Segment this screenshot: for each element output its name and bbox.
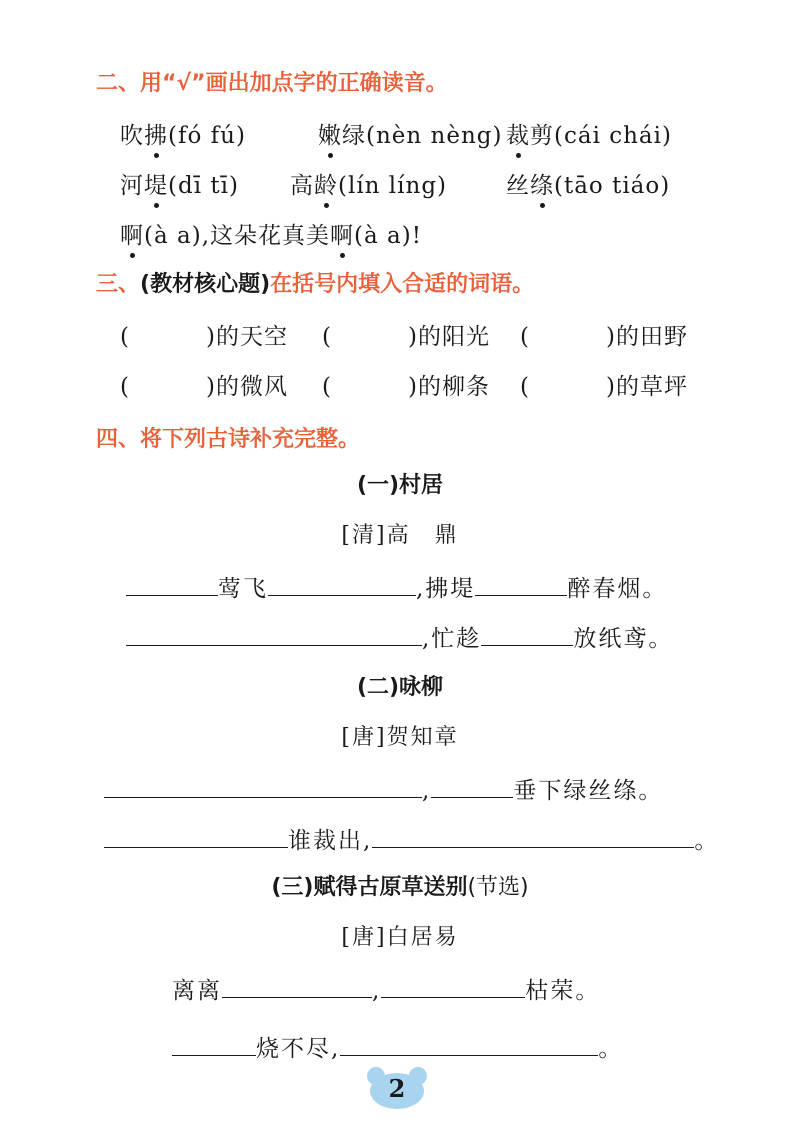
fill-item: ( )的阳光 (322, 324, 490, 350)
pinyin-item: 吹拂(fó fú) (120, 117, 246, 150)
section-3-title: 三、(教材核心题)在括号内填入合适的词语。 (96, 272, 535, 297)
section-2-title: 二、用“√”画出加点字的正确读音。 (96, 71, 448, 96)
fill-item: ( )的微风 (120, 374, 288, 400)
poem-1-author: [清]高 鼎 (341, 523, 459, 548)
fill-item: ( )的柳条 (322, 374, 490, 400)
page-number-badge (362, 1064, 432, 1110)
fill-item: ( )的田野 (520, 324, 688, 350)
pinyin-item: 裁剪(cái chái) (506, 117, 672, 150)
poem-2-author: [唐]贺知章 (341, 725, 459, 750)
poem-3-line-1: 离离 , 枯荣。 (172, 972, 600, 1005)
poem-1-title: (一)村居 (356, 473, 444, 498)
section-4-title: 四、将下列古诗补充完整。 (96, 427, 361, 452)
fill-item: ( )的草坪 (520, 374, 688, 400)
poem-3-title: (三)赋得古原草送别(节选) (271, 875, 529, 900)
fill-item: ( )的天空 (120, 324, 288, 350)
pinyin-item: 河堤(dī tī) (120, 167, 239, 200)
poem-1-line-2: ,忙趁 放纸鸢。 (126, 620, 673, 653)
poem-3-author: [唐]白居易 (341, 925, 459, 950)
pinyin-item: 丝绦(tāo tiáo) (506, 167, 670, 200)
poem-2-title: (二)咏柳 (356, 675, 444, 700)
poem-2-line-2: 谁裁出, 。 (104, 822, 719, 855)
poem-2-line-1: , 垂下绿丝绦。 (104, 772, 663, 805)
pinyin-item: 高龄(lín líng) (290, 167, 447, 200)
pinyin-sentence: 啊(à a),这朵花真美啊(à a)! (120, 217, 422, 250)
poem-1-line-1: 莺飞 ,拂堤 醉春烟。 (126, 570, 667, 603)
poem-3-line-2: 烧不尽, 。 (172, 1030, 623, 1063)
pinyin-item: 嫩绿(nèn nèng) (318, 117, 502, 150)
page-number: 2 (388, 1074, 406, 1103)
